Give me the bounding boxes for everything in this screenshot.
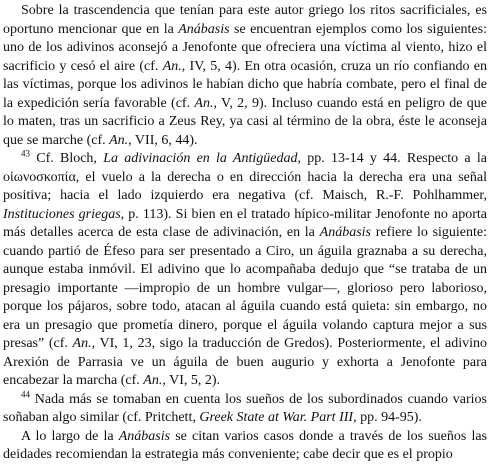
text-run: se encuentran ejemplos como los siguientes: uno de los adivinos aconsejó a Jenofonte que ofreciera una víctima al viento, hizo el sacrificio y cesó el aire (cf. bbox=[3, 21, 487, 74]
text-run: Nada más se tomaban en cuenta los sueños de los subordinados cuando varios soñaban algo similar (cf. Pritchett, bbox=[3, 391, 487, 425]
text-run: , VII, 6, 44). bbox=[128, 132, 198, 148]
italic-text: An. bbox=[143, 373, 163, 388]
italic-text: Anábasis bbox=[178, 21, 230, 37]
text-run: , IV, 5, 4). En otra ocasión, cruza un río confiando en las víctimas, porque los adivinos le habían dicho que habría combate, pero el final de la expedición sería favorable (cf. bbox=[3, 58, 487, 111]
text-run: refiere lo siguiente: cuando partió de Éfeso para ser presentado a Ciro, un águila graznaba a su derecha, aunque estaba inmóvil. El adivino que lo acompañaba dedujo que “se trataba de un presagio importante —impropio de un hombre vulgar—, glorioso pero laborioso, porque los pájaros, sobre todo, atacan al águila cuando está quieta: sin embargo, no era un presagio que prometía dinero, porque el águila volando captura mejor a sus presas” (cf. bbox=[3, 225, 488, 351]
text-run: se citan varios casos donde a través de los sueños las deidades recomiendan la estrategia más conveniente; cabe decir que es el propio bbox=[3, 428, 487, 462]
italic-text: An. bbox=[162, 58, 182, 74]
italic-text: An. bbox=[72, 336, 92, 351]
italic-text: An. bbox=[109, 132, 129, 148]
italic-text: La adivinación en la Antigüedad bbox=[103, 151, 298, 166]
text-run: A lo largo de la bbox=[21, 428, 119, 444]
italic-text: Anábasis bbox=[118, 428, 171, 444]
text-run: Sobre la trascendencia que tenían para este autor griego los ritos sacrificiales, es oportuno mencionar que en la bbox=[3, 3, 487, 37]
text-run: , pp. 94-95). bbox=[353, 410, 422, 425]
text-run: , VI, 1, 23, sigo la traducción de Gredos). Posteriormente, el adivino Arexión de Parrasia ve un águila de buen augurio y exhorta a Jenofonte para encabezar la marcha (cf. bbox=[3, 336, 487, 388]
footnote-44 bbox=[3, 388, 487, 428]
footnote-number: 43 bbox=[21, 148, 30, 159]
text-run: , VI, 5, 2). bbox=[162, 373, 221, 388]
italic-text: Instituciones griegas bbox=[3, 206, 121, 222]
footnote-43 bbox=[3, 150, 487, 391]
body-paragraph bbox=[3, 428, 487, 465]
text-run: Cf. Bloch, bbox=[30, 151, 104, 166]
footnote-number: 44 bbox=[21, 388, 30, 399]
text-run: , V, 2, 9). Incluso cuando está en peligro de que lo maten, tras un sacrificio a Zeus Rey, ya casi al término de la obra, éste le aconseja que se marche (cf. bbox=[3, 95, 487, 148]
body-paragraph bbox=[3, 2, 487, 150]
italic-text: An. bbox=[194, 95, 214, 111]
italic-text: Anábasis bbox=[319, 225, 371, 240]
text-run: , pp. 13-14 y 44. Respecto a la οἰωνοσκοπία, el vuelo a la derecha o en dirección hacia la derecha era una señal positiva; hacia el lado izquierdo era negativa (cf. Maisch, R.-F. Pohlhammer, bbox=[3, 151, 488, 203]
text-run: , p. 113). Si bien en el tratado hípico-militar Jenofonte no aporta más detalles acerca de esta clase de adivinación, en la bbox=[3, 206, 487, 240]
italic-text: Greek State at War. Part III bbox=[199, 410, 354, 425]
